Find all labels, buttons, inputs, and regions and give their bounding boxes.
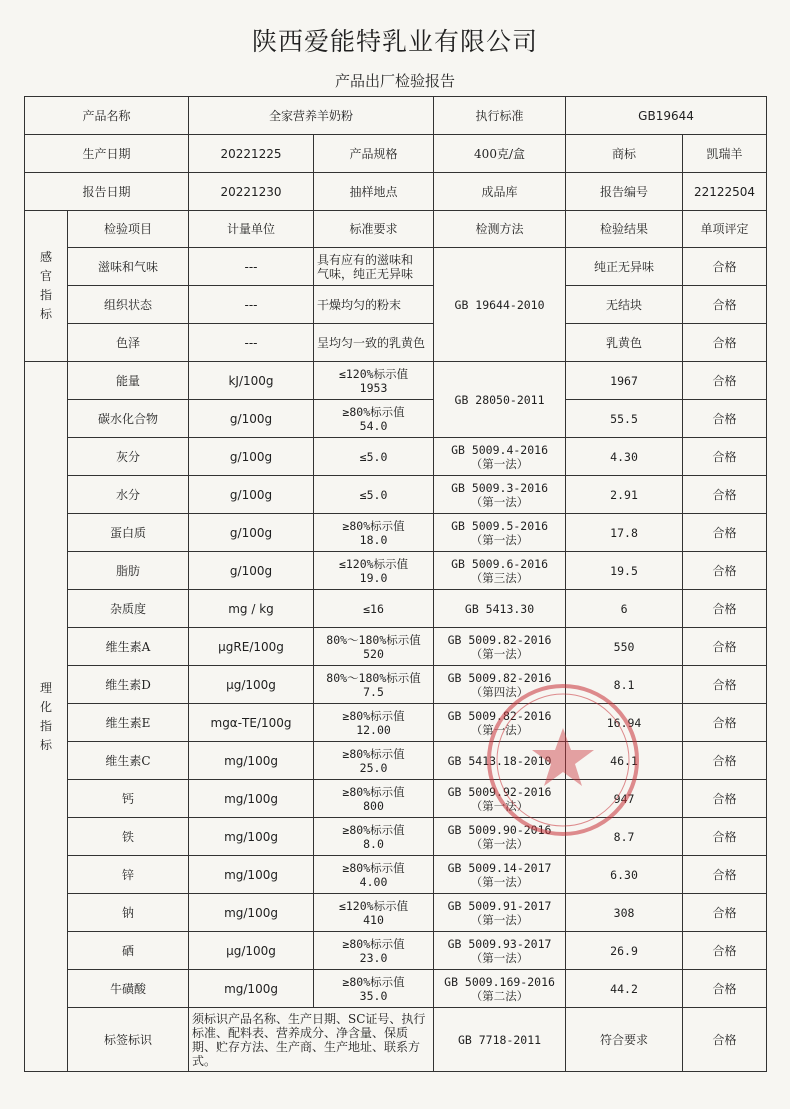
result-value: 8.7 bbox=[566, 818, 683, 856]
requirement-value bbox=[314, 780, 434, 818]
requirement-value-line-1: ≥80%标示值 bbox=[342, 746, 405, 761]
result-value: 55.5 bbox=[566, 400, 683, 438]
requirement-value bbox=[314, 286, 434, 324]
physchem-row bbox=[25, 438, 767, 476]
prod-date-value: 20221225 bbox=[189, 135, 314, 173]
result-value: 19.5 bbox=[566, 552, 683, 590]
method-value-line-1: GB 5009.93-2017 bbox=[447, 936, 552, 951]
result-value: 17.8 bbox=[566, 514, 683, 552]
physchem-row bbox=[25, 818, 767, 856]
method-value-line-2: （第一法） bbox=[470, 950, 529, 965]
result-value: 4.30 bbox=[566, 438, 683, 476]
method-value bbox=[434, 628, 566, 666]
method-value-line-1: GB 5413.30 bbox=[464, 601, 535, 616]
requirement-value-line-2: 23.0 bbox=[359, 950, 388, 965]
requirement-value-line-1: ≤120%标示值 bbox=[338, 898, 409, 913]
method-value bbox=[434, 932, 566, 970]
item-name: 硒 bbox=[68, 932, 189, 970]
requirement-value bbox=[314, 894, 434, 932]
physchem-row bbox=[25, 704, 767, 742]
requirement-value-line-2: 25.0 bbox=[359, 760, 388, 775]
unit-value: --- bbox=[189, 286, 314, 324]
item-name: 维生素A bbox=[68, 628, 189, 666]
requirement-value-line-1: ≥80%标示值 bbox=[342, 784, 405, 799]
method-value-line-1: GB 5009.14-2017 bbox=[447, 860, 552, 875]
product-name-value: 全家营养羊奶粉 bbox=[189, 97, 434, 135]
requirement-value-line-1: 干燥均匀的粉末 bbox=[317, 297, 402, 312]
result-value: 8.1 bbox=[566, 666, 683, 704]
item-name: 色泽 bbox=[68, 324, 189, 362]
method-value-line-1: GB 5413.18-2010 bbox=[447, 753, 552, 768]
method-value-line-2: （第一法） bbox=[470, 646, 529, 661]
method-value-line-1: GB 5009.5-2016 bbox=[451, 518, 548, 533]
requirement-value-line-2: 18.0 bbox=[359, 532, 388, 547]
method-value bbox=[434, 666, 566, 704]
item-name: 碳水化合物 bbox=[68, 400, 189, 438]
requirement-value bbox=[314, 438, 434, 476]
unit-value: g/100g bbox=[189, 438, 314, 476]
result-value: 947 bbox=[566, 780, 683, 818]
requirement-value-line-1: ≤16 bbox=[363, 601, 384, 616]
requirement-value bbox=[314, 628, 434, 666]
requirement-value-line-2: 气味，纯正无异味 bbox=[317, 266, 414, 281]
sensory-row bbox=[25, 324, 767, 362]
requirement-value-line-1: 具有应有的滋味和 bbox=[317, 252, 414, 267]
verdict-value: 合格 bbox=[683, 590, 767, 628]
method-value bbox=[434, 476, 566, 514]
method-value-line-1: GB 5009.82-2016 bbox=[447, 708, 552, 723]
requirement-value-line-1: ≥80%标示值 bbox=[342, 936, 405, 951]
verdict-value: 合格 bbox=[683, 894, 767, 932]
header-method: 检测方法 bbox=[434, 211, 566, 248]
method-value-line-1: GB 5009.3-2016 bbox=[451, 480, 548, 495]
physchem-category: 理化指标 bbox=[25, 362, 68, 1072]
requirement-value-line-1: ≥80%标示值 bbox=[342, 404, 405, 419]
report-date-label: 报告日期 bbox=[25, 173, 189, 211]
verdict-value: 合格 bbox=[683, 476, 767, 514]
requirement-value-line-2: 800 bbox=[363, 798, 384, 813]
verdict-value: 合格 bbox=[683, 362, 767, 400]
unit-value: mgα-TE/100g bbox=[189, 704, 314, 742]
result-value: 26.9 bbox=[566, 932, 683, 970]
item-name: 能量 bbox=[68, 362, 189, 400]
item-name: 蛋白质 bbox=[68, 514, 189, 552]
requirement-value bbox=[314, 362, 434, 400]
physchem-row bbox=[25, 666, 767, 704]
verdict-value: 合格 bbox=[683, 628, 767, 666]
method-value-line-1: GB 5009.6-2016 bbox=[451, 556, 548, 571]
verdict-value: 合格 bbox=[683, 856, 767, 894]
result-value: 6 bbox=[566, 590, 683, 628]
verdict-value: 合格 bbox=[683, 666, 767, 704]
method-value-line-1: GB 5009.91-2017 bbox=[447, 898, 552, 913]
result-value: 乳黄色 bbox=[566, 324, 683, 362]
result-value: 550 bbox=[566, 628, 683, 666]
result-value: 1967 bbox=[566, 362, 683, 400]
method-value-line-1: GB 5009.82-2016 bbox=[447, 670, 552, 685]
requirement-value-line-2: 1953 bbox=[359, 380, 388, 395]
requirement-value-line-2: 54.0 bbox=[359, 418, 388, 433]
method-value-line-2: （第三法） bbox=[470, 570, 529, 585]
spec-label: 产品规格 bbox=[314, 135, 434, 173]
item-name: 脂肪 bbox=[68, 552, 189, 590]
requirement-value-line-1: 呈均匀一致的乳黄色 bbox=[317, 335, 426, 350]
unit-value: mg/100g bbox=[189, 856, 314, 894]
item-name: 维生素E bbox=[68, 704, 189, 742]
unit-value: mg/100g bbox=[189, 970, 314, 1008]
product-name-label: 产品名称 bbox=[25, 97, 189, 135]
physchem-row bbox=[25, 780, 767, 818]
requirement-value-line-2: 35.0 bbox=[359, 988, 388, 1003]
physchem-row bbox=[25, 894, 767, 932]
label-requirement: 须标识产品名称、生产日期、SC证号、执行标准、配料表、营养成分、净含量、保质期、贮存方法、生产商、生产地址、联系方式。 bbox=[189, 1008, 434, 1072]
unit-value: g/100g bbox=[189, 552, 314, 590]
method-value bbox=[434, 438, 566, 476]
unit-value: mg/100g bbox=[189, 780, 314, 818]
verdict-value: 合格 bbox=[683, 400, 767, 438]
result-value: 44.2 bbox=[566, 970, 683, 1008]
header-requirement: 标准要求 bbox=[314, 211, 434, 248]
physchem-row bbox=[25, 628, 767, 666]
requirement-value bbox=[314, 742, 434, 780]
item-name: 维生素C bbox=[68, 742, 189, 780]
method-value-line-2: （第一法） bbox=[470, 912, 529, 927]
header-result: 检验结果 bbox=[566, 211, 683, 248]
report-title: 产品出厂检验报告 bbox=[334, 72, 455, 90]
report-date-value: 20221230 bbox=[189, 173, 314, 211]
physchem-row bbox=[25, 590, 767, 628]
physchem-row bbox=[25, 552, 767, 590]
requirement-value-line-1: ≤5.0 bbox=[359, 449, 388, 464]
info-row-product bbox=[25, 97, 767, 135]
unit-value: μg/100g bbox=[189, 932, 314, 970]
requirement-value bbox=[314, 476, 434, 514]
label-row bbox=[25, 1008, 767, 1072]
method-value-line-1: GB 5009.92-2016 bbox=[447, 784, 552, 799]
result-value: 无结块 bbox=[566, 286, 683, 324]
requirement-value-line-2: 8.0 bbox=[363, 836, 384, 851]
standard-value: GB19644 bbox=[566, 97, 767, 135]
label-verdict: 合格 bbox=[683, 1008, 767, 1072]
unit-value: μgRE/100g bbox=[189, 628, 314, 666]
verdict-value: 合格 bbox=[683, 248, 767, 286]
requirement-value-line-2: 19.0 bbox=[359, 570, 388, 585]
verdict-value: 合格 bbox=[683, 780, 767, 818]
info-row-report bbox=[25, 173, 767, 211]
sample-label: 抽样地点 bbox=[314, 173, 434, 211]
sensory-row bbox=[25, 286, 767, 324]
item-name: 铁 bbox=[68, 818, 189, 856]
report-no-label: 报告编号 bbox=[566, 173, 683, 211]
method-value bbox=[434, 514, 566, 552]
requirement-value-line-1: ≤120%标示值 bbox=[338, 556, 409, 571]
verdict-value: 合格 bbox=[683, 286, 767, 324]
requirement-value-line-1: ≥80%标示值 bbox=[342, 974, 405, 989]
physchem-row bbox=[25, 362, 767, 400]
physchem-row bbox=[25, 400, 767, 438]
requirement-value bbox=[314, 590, 434, 628]
physchem-row bbox=[25, 742, 767, 780]
physchem-row bbox=[25, 970, 767, 1008]
requirement-value-line-1: ≤5.0 bbox=[359, 487, 388, 502]
brand-value: 凯瑞羊 bbox=[683, 135, 767, 173]
physchem-row bbox=[25, 476, 767, 514]
method-value-line-1: GB 5009.82-2016 bbox=[447, 632, 552, 647]
method-value bbox=[434, 894, 566, 932]
standard-label: 执行标准 bbox=[434, 97, 566, 135]
verdict-value: 合格 bbox=[683, 438, 767, 476]
unit-value: μg/100g bbox=[189, 666, 314, 704]
method-value-line-2: （第一法） bbox=[470, 874, 529, 889]
unit-value: mg / kg bbox=[189, 590, 314, 628]
requirement-value bbox=[314, 818, 434, 856]
requirement-value-line-1: ≥80%标示值 bbox=[342, 822, 405, 837]
requirement-value bbox=[314, 324, 434, 362]
requirement-value bbox=[314, 704, 434, 742]
item-name: 钠 bbox=[68, 894, 189, 932]
method-value-line-1: GB 5009.4-2016 bbox=[451, 442, 548, 457]
unit-value: mg/100g bbox=[189, 742, 314, 780]
requirement-value bbox=[314, 666, 434, 704]
physchem-row bbox=[25, 856, 767, 894]
method-value-line-2: （第二法） bbox=[470, 988, 529, 1003]
method-value-line-2: （第四法） bbox=[470, 684, 529, 699]
verdict-value: 合格 bbox=[683, 970, 767, 1008]
result-value: 纯正无异味 bbox=[566, 248, 683, 286]
requirement-value-line-1: ≤120%标示值 bbox=[338, 366, 409, 381]
requirement-value bbox=[314, 248, 434, 286]
item-name: 标签标识 bbox=[68, 1008, 189, 1072]
result-value: 2.91 bbox=[566, 476, 683, 514]
method-value bbox=[434, 590, 566, 628]
requirement-value-line-2: 410 bbox=[363, 912, 384, 927]
sensory-row bbox=[25, 248, 767, 286]
verdict-value: 合格 bbox=[683, 514, 767, 552]
sensory-method: GB 19644-2010 bbox=[434, 248, 566, 362]
item-name: 锌 bbox=[68, 856, 189, 894]
method-value bbox=[434, 970, 566, 1008]
verdict-value: 合格 bbox=[683, 818, 767, 856]
unit-value: g/100g bbox=[189, 400, 314, 438]
physchem-row bbox=[25, 514, 767, 552]
method-value-line-2: （第一法） bbox=[470, 836, 529, 851]
result-value: 16.94 bbox=[566, 704, 683, 742]
unit-value: mg/100g bbox=[189, 894, 314, 932]
requirement-value-line-2: 7.5 bbox=[363, 684, 384, 699]
method-value bbox=[434, 704, 566, 742]
report-no-value: 22122504 bbox=[683, 173, 767, 211]
physchem-row bbox=[25, 932, 767, 970]
item-name: 组织状态 bbox=[68, 286, 189, 324]
method-value-line-1: GB 5009.169-2016 bbox=[444, 974, 555, 989]
unit-value: g/100g bbox=[189, 476, 314, 514]
verdict-value: 合格 bbox=[683, 932, 767, 970]
result-value: 46.1 bbox=[566, 742, 683, 780]
label-method: GB 7718-2011 bbox=[434, 1008, 566, 1072]
item-name: 水分 bbox=[68, 476, 189, 514]
method-value bbox=[434, 780, 566, 818]
method-value-line-2: （第一法） bbox=[470, 494, 529, 509]
requirement-value-line-1: ≥80%标示值 bbox=[342, 860, 405, 875]
item-name: 灰分 bbox=[68, 438, 189, 476]
unit-value: kJ/100g bbox=[189, 362, 314, 400]
label-result: 符合要求 bbox=[566, 1008, 683, 1072]
item-name: 维生素D bbox=[68, 666, 189, 704]
result-value: 6.30 bbox=[566, 856, 683, 894]
method-value bbox=[434, 856, 566, 894]
requirement-value-line-2: 520 bbox=[363, 646, 384, 661]
result-value: 308 bbox=[566, 894, 683, 932]
requirement-value bbox=[314, 970, 434, 1008]
verdict-value: 合格 bbox=[683, 704, 767, 742]
item-name: 牛磺酸 bbox=[68, 970, 189, 1008]
verdict-value: 合格 bbox=[683, 742, 767, 780]
requirement-value-line-1: 80%～180%标示值 bbox=[326, 632, 421, 647]
item-name: 钙 bbox=[68, 780, 189, 818]
spec-value: 400克/盒 bbox=[434, 135, 566, 173]
requirement-value bbox=[314, 400, 434, 438]
requirement-value-line-1: ≥80%标示值 bbox=[342, 518, 405, 533]
unit-value: mg/100g bbox=[189, 818, 314, 856]
header-row bbox=[25, 211, 767, 248]
verdict-value: 合格 bbox=[683, 552, 767, 590]
company-name: 陕西爱能特乳业有限公司 bbox=[251, 27, 538, 56]
verdict-value: 合格 bbox=[683, 324, 767, 362]
header-item: 检验项目 bbox=[68, 211, 189, 248]
requirement-value bbox=[314, 514, 434, 552]
requirement-value-line-1: 80%～180%标示值 bbox=[326, 670, 421, 685]
sensory-category: 感官指标 bbox=[25, 211, 68, 362]
requirement-value bbox=[314, 932, 434, 970]
method-value-line-2: （第一法） bbox=[470, 456, 529, 471]
energy-carb-method: GB 28050-2011 bbox=[434, 362, 566, 438]
requirement-value-line-2: 12.00 bbox=[356, 722, 391, 737]
method-value-line-2: （第一法） bbox=[470, 798, 529, 813]
sample-value: 成品库 bbox=[434, 173, 566, 211]
method-value-line-2: （第一法） bbox=[470, 722, 529, 737]
method-value bbox=[434, 552, 566, 590]
info-row-production bbox=[25, 135, 767, 173]
requirement-value bbox=[314, 856, 434, 894]
requirement-value-line-2: 4.00 bbox=[359, 874, 388, 889]
prod-date-label: 生产日期 bbox=[25, 135, 189, 173]
unit-value: --- bbox=[189, 324, 314, 362]
method-value bbox=[434, 818, 566, 856]
item-name: 滋味和气味 bbox=[68, 248, 189, 286]
method-value-line-1: GB 5009.90-2016 bbox=[447, 822, 552, 837]
inspection-table bbox=[24, 96, 767, 1072]
requirement-value bbox=[314, 552, 434, 590]
header-verdict: 单项评定 bbox=[683, 211, 767, 248]
header-unit: 计量单位 bbox=[189, 211, 314, 248]
method-value-line-2: （第一法） bbox=[470, 532, 529, 547]
unit-value: --- bbox=[189, 248, 314, 286]
brand-label: 商标 bbox=[566, 135, 683, 173]
requirement-value-line-1: ≥80%标示值 bbox=[342, 708, 405, 723]
item-name: 杂质度 bbox=[68, 590, 189, 628]
unit-value: g/100g bbox=[189, 514, 314, 552]
method-value bbox=[434, 742, 566, 780]
